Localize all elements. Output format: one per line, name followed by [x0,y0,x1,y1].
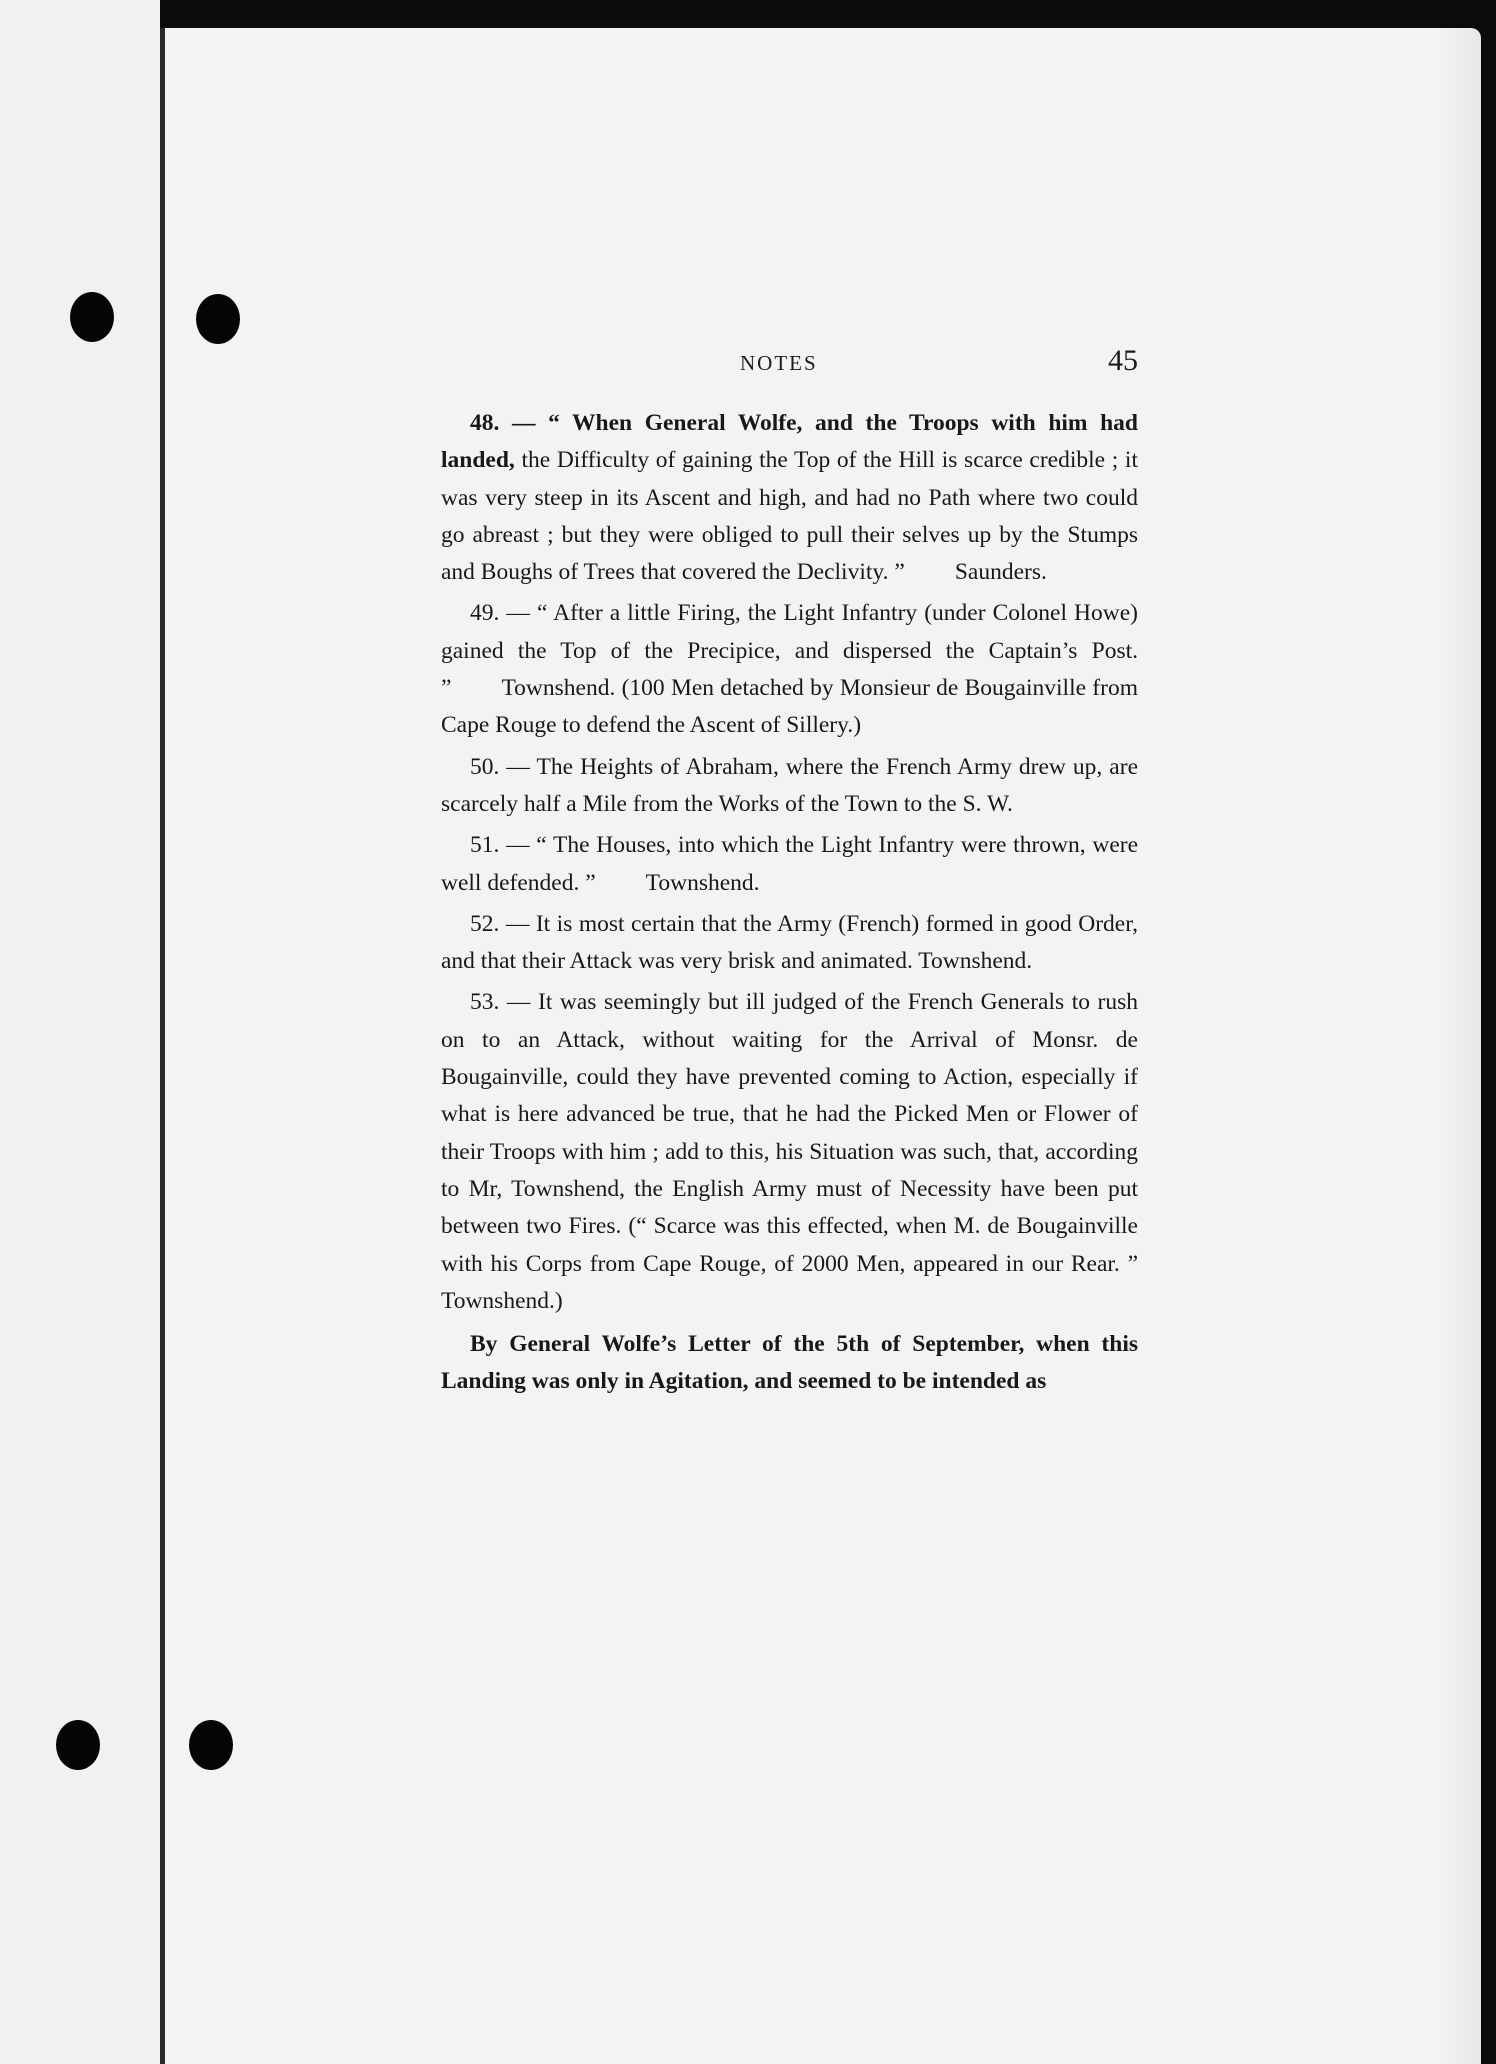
punch-hole [196,294,240,344]
note-text: 51. — “ The Houses, into which the Light Infantry were thrown, were well defended. ” [441,832,1138,896]
note-48 [441,405,1138,591]
punch-hole [189,1720,233,1770]
note-text: 52. — It is most certain that the Army (French) formed in good Order, and that their Attack was very brisk and animated. Townshend. [441,910,1138,975]
note-text: 53. — It was seemingly but ill judged of the French Generals to rush on to an Attack, without waiting for the Arrival of Monsr. de Bougainville, could they have prevented coming to Action, especially if what is here advanced be true, that he had the Picked Men or Flower of their Troops with him ; add to this, his Situation was such, that, according to Mr, Townshend, the English Army must of Necessity have been put between two Fires. [441,989,1138,1240]
note-author: Townshend. [645,869,760,896]
note-text: 49. — “ After a little Firing, the Light Infantry (under Colonel Howe) gained the Top of the Precipice, and dispersed the Captain’s Post. ” [441,600,1138,702]
note-author: Townshend. [501,675,616,702]
note-49 [441,595,1138,744]
note-51 [441,827,1138,902]
note-50 [441,749,1138,824]
page-number: 45 [1108,344,1138,377]
note-53 [441,984,1138,1320]
note-text: the Difficulty of gaining the Top of the Hill is scarce credible ; it was very steep in its Ascent and high, and had no Path where two could go abreast ; but they were obliged to pull their selves up by the Stumps and Boughs of Trees that covered the Declivity. ” [441,447,1138,586]
notes-body [441,405,1138,1401]
note-author: Saunders. [954,559,1047,586]
note-text: 50. — The Heights of Abraham, where the French Army drew up, are scarcely half a Mile from the Works of the Town to the S. W. [441,753,1138,817]
note-tail: (100 Men detached by Monsieur de Bougainville from Cape Rouge to defend the Ascent of Sillery.) [441,675,1138,739]
note-tail: (“ Scarce was this effected, when M. de Bougainville with his Corps from Cape Rouge, of 2000 Men, appeared in our Rear. ” Townshend.) [441,1213,1138,1314]
punch-hole [56,1720,100,1770]
note-52 [441,906,1138,981]
punch-hole [70,292,114,342]
note-lead: 48. — “ When General Wolfe, and the Troops with him had landed, [441,410,1138,474]
running-head: NOTES [740,351,818,375]
closing-paragraph: By General Wolfe’s Letter of the 5th of September, when this Landing was only in Agitation, and seemed to be intended as [441,1331,1138,1395]
